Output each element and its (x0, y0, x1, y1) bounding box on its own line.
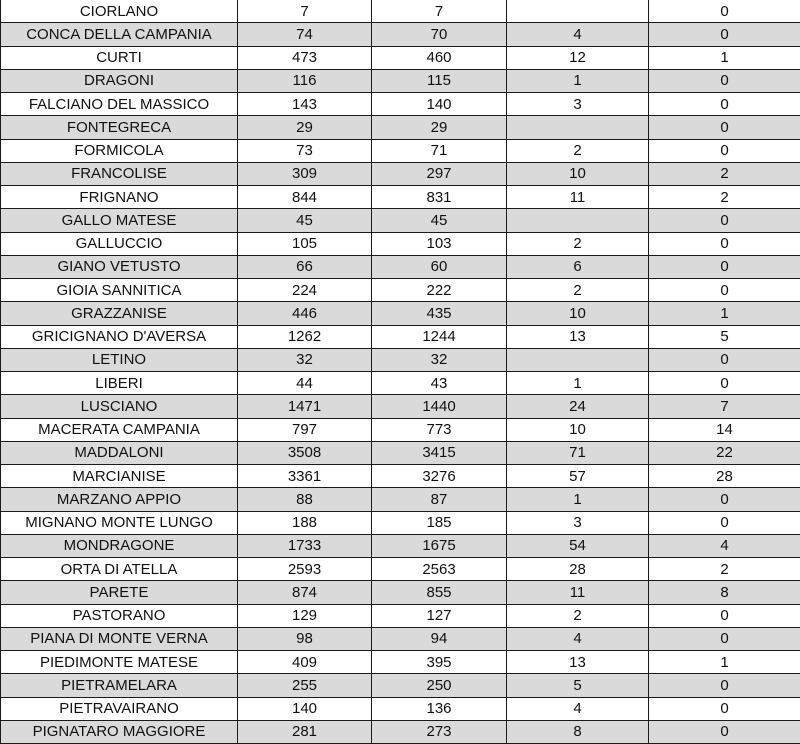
table-row (1, 162, 800, 185)
cell-col4: 24 (507, 395, 649, 418)
table-row (1, 209, 800, 232)
cell-col5: 22 (649, 441, 800, 464)
table-row (1, 232, 800, 255)
table-row (1, 69, 800, 92)
cell-comune: MARZANO APPIO (1, 488, 238, 511)
cell-comune: PIANA DI MONTE VERNA (1, 627, 238, 650)
cell-col2: 797 (238, 418, 372, 441)
cell-col5: 0 (649, 348, 800, 371)
cell-col2: 116 (238, 69, 372, 92)
cell-col5: 2 (649, 162, 800, 185)
cell-comune: PIETRAVAIRANO (1, 697, 238, 720)
cell-comune: PARETE (1, 581, 238, 604)
cell-col5: 28 (649, 465, 800, 488)
cell-col3: 460 (372, 46, 507, 69)
cell-col4 (507, 348, 649, 371)
table-row (1, 348, 800, 371)
cell-col5: 8 (649, 581, 800, 604)
cell-col4: 13 (507, 651, 649, 674)
cell-col2: 143 (238, 93, 372, 116)
cell-col4: 54 (507, 534, 649, 557)
cell-col4: 11 (507, 581, 649, 604)
cell-col4: 10 (507, 162, 649, 185)
cell-comune: LIBERI (1, 372, 238, 395)
cell-col2: 309 (238, 162, 372, 185)
cell-comune: FRANCOLISE (1, 162, 238, 185)
cell-col5: 5 (649, 325, 800, 348)
cell-comune: PIGNATARO MAGGIORE (1, 720, 238, 743)
cell-col3: 71 (372, 139, 507, 162)
cell-col4: 2 (507, 279, 649, 302)
table-row (1, 116, 800, 139)
cell-col3: 773 (372, 418, 507, 441)
cell-col5: 0 (649, 23, 800, 46)
cell-col2: 74 (238, 23, 372, 46)
cell-col3: 7 (372, 0, 507, 23)
cell-comune: PIEDIMONTE MATESE (1, 651, 238, 674)
cell-col4: 71 (507, 441, 649, 464)
cell-col5: 0 (649, 116, 800, 139)
cell-col3: 831 (372, 186, 507, 209)
cell-comune: MONDRAGONE (1, 534, 238, 557)
cell-col5: 0 (649, 627, 800, 650)
table-row (1, 255, 800, 278)
cell-col2: 140 (238, 697, 372, 720)
cell-col5: 0 (649, 279, 800, 302)
cell-col4: 6 (507, 255, 649, 278)
cell-col3: 2563 (372, 558, 507, 581)
cell-col5: 0 (649, 372, 800, 395)
cell-col2: 281 (238, 720, 372, 743)
cell-col2: 255 (238, 674, 372, 697)
cell-col5: 0 (649, 720, 800, 743)
cell-col2: 473 (238, 46, 372, 69)
cell-comune: PASTORANO (1, 604, 238, 627)
cell-col5: 0 (649, 255, 800, 278)
cell-comune: CONCA DELLA CAMPANIA (1, 23, 238, 46)
table-row (1, 302, 800, 325)
cell-col3: 1244 (372, 325, 507, 348)
cell-comune: GIOIA SANNITICA (1, 279, 238, 302)
cell-col2: 45 (238, 209, 372, 232)
cell-col3: 45 (372, 209, 507, 232)
cell-col3: 3415 (372, 441, 507, 464)
cell-comune: GALLO MATESE (1, 209, 238, 232)
table-row (1, 186, 800, 209)
cell-comune: FRIGNANO (1, 186, 238, 209)
cell-col3: 29 (372, 116, 507, 139)
cell-col2: 129 (238, 604, 372, 627)
cell-col5: 0 (649, 511, 800, 534)
cell-col2: 73 (238, 139, 372, 162)
cell-col5: 0 (649, 93, 800, 116)
cell-col2: 1262 (238, 325, 372, 348)
cell-col3: 3276 (372, 465, 507, 488)
cell-comune: FORMICOLA (1, 139, 238, 162)
cell-col3: 127 (372, 604, 507, 627)
cell-col4: 1 (507, 69, 649, 92)
cell-comune: FALCIANO DEL MASSICO (1, 93, 238, 116)
cell-col4: 4 (507, 697, 649, 720)
cell-col2: 1733 (238, 534, 372, 557)
cell-comune: GIANO VETUSTO (1, 255, 238, 278)
cell-col2: 3361 (238, 465, 372, 488)
table-row (1, 534, 800, 557)
cell-col2: 3508 (238, 441, 372, 464)
cell-col3: 250 (372, 674, 507, 697)
cell-col4 (507, 209, 649, 232)
cell-col5: 0 (649, 209, 800, 232)
table-row (1, 651, 800, 674)
table-row (1, 418, 800, 441)
cell-comune: ORTA DI ATELLA (1, 558, 238, 581)
cell-col3: 1675 (372, 534, 507, 557)
cell-col5: 1 (649, 651, 800, 674)
cell-col2: 224 (238, 279, 372, 302)
cell-col3: 136 (372, 697, 507, 720)
table-row (1, 441, 800, 464)
cell-comune: MACERATA CAMPANIA (1, 418, 238, 441)
cell-col2: 44 (238, 372, 372, 395)
cell-col5: 1 (649, 46, 800, 69)
cell-comune: GRICIGNANO D'AVERSA (1, 325, 238, 348)
cell-col4: 5 (507, 674, 649, 697)
cell-col2: 446 (238, 302, 372, 325)
cell-comune: MIGNANO MONTE LUNGO (1, 511, 238, 534)
cell-col3: 94 (372, 627, 507, 650)
cell-col3: 395 (372, 651, 507, 674)
cell-col2: 105 (238, 232, 372, 255)
cell-col3: 222 (372, 279, 507, 302)
cell-col5: 2 (649, 186, 800, 209)
cell-col4: 8 (507, 720, 649, 743)
cell-col4: 1 (507, 488, 649, 511)
cell-col4: 13 (507, 325, 649, 348)
table-row (1, 604, 800, 627)
cell-col5: 4 (649, 534, 800, 557)
cell-col5: 0 (649, 697, 800, 720)
cell-col2: 2593 (238, 558, 372, 581)
cell-col2: 874 (238, 581, 372, 604)
cell-col3: 1440 (372, 395, 507, 418)
cell-col5: 0 (649, 69, 800, 92)
cell-col5: 0 (649, 604, 800, 627)
cell-col4: 3 (507, 511, 649, 534)
table-row (1, 558, 800, 581)
cell-col4: 57 (507, 465, 649, 488)
cell-col2: 844 (238, 186, 372, 209)
table-row (1, 139, 800, 162)
table-row (1, 23, 800, 46)
cell-col5: 0 (649, 488, 800, 511)
cell-col2: 409 (238, 651, 372, 674)
cell-col4: 2 (507, 604, 649, 627)
table-row (1, 511, 800, 534)
cell-col5: 7 (649, 395, 800, 418)
cell-col2: 32 (238, 348, 372, 371)
cell-comune: FONTEGRECA (1, 116, 238, 139)
cell-col4: 4 (507, 627, 649, 650)
cell-col4: 2 (507, 139, 649, 162)
cell-col5: 0 (649, 139, 800, 162)
cell-col5: 0 (649, 674, 800, 697)
table-row (1, 488, 800, 511)
cell-col4: 12 (507, 46, 649, 69)
cell-comune: PIETRAMELARA (1, 674, 238, 697)
cell-comune: DRAGONI (1, 69, 238, 92)
cell-col3: 185 (372, 511, 507, 534)
cell-comune: LUSCIANO (1, 395, 238, 418)
table-row (1, 372, 800, 395)
cell-comune: CIORLANO (1, 0, 238, 23)
table-row (1, 465, 800, 488)
cell-comune: MARCIANISE (1, 465, 238, 488)
table-row (1, 581, 800, 604)
cell-col3: 43 (372, 372, 507, 395)
cell-col4: 2 (507, 232, 649, 255)
cell-col2: 188 (238, 511, 372, 534)
cell-comune: MADDALONI (1, 441, 238, 464)
cell-col4: 28 (507, 558, 649, 581)
cell-col2: 66 (238, 255, 372, 278)
table-row (1, 697, 800, 720)
table-row (1, 395, 800, 418)
cell-col4 (507, 0, 649, 23)
cell-col5: 14 (649, 418, 800, 441)
cell-col4: 10 (507, 418, 649, 441)
cell-col5: 0 (649, 0, 800, 23)
cell-col2: 29 (238, 116, 372, 139)
cell-comune: GRAZZANISE (1, 302, 238, 325)
cell-col4: 10 (507, 302, 649, 325)
cell-col4: 3 (507, 93, 649, 116)
cell-col3: 855 (372, 581, 507, 604)
cell-col4: 1 (507, 372, 649, 395)
cell-col3: 70 (372, 23, 507, 46)
cell-col3: 32 (372, 348, 507, 371)
cell-col2: 88 (238, 488, 372, 511)
cell-col5: 1 (649, 302, 800, 325)
cell-col4: 4 (507, 23, 649, 46)
cell-col5: 2 (649, 558, 800, 581)
table-row (1, 720, 800, 743)
table-row (1, 674, 800, 697)
cell-col2: 1471 (238, 395, 372, 418)
cell-col3: 297 (372, 162, 507, 185)
table-row (1, 0, 800, 23)
cell-col2: 7 (238, 0, 372, 23)
cell-col3: 115 (372, 69, 507, 92)
table-row (1, 279, 800, 302)
cell-col3: 103 (372, 232, 507, 255)
table-row (1, 46, 800, 69)
cell-col4 (507, 116, 649, 139)
cell-col2: 98 (238, 627, 372, 650)
cell-col3: 140 (372, 93, 507, 116)
table-body (1, 0, 800, 744)
cell-col3: 87 (372, 488, 507, 511)
cell-col3: 273 (372, 720, 507, 743)
cell-comune: LETINO (1, 348, 238, 371)
table-row (1, 627, 800, 650)
cell-comune: CURTI (1, 46, 238, 69)
table-row (1, 93, 800, 116)
table-row (1, 325, 800, 348)
cell-col3: 60 (372, 255, 507, 278)
cell-col4: 11 (507, 186, 649, 209)
cell-comune: GALLUCCIO (1, 232, 238, 255)
cell-col5: 0 (649, 232, 800, 255)
cell-col3: 435 (372, 302, 507, 325)
